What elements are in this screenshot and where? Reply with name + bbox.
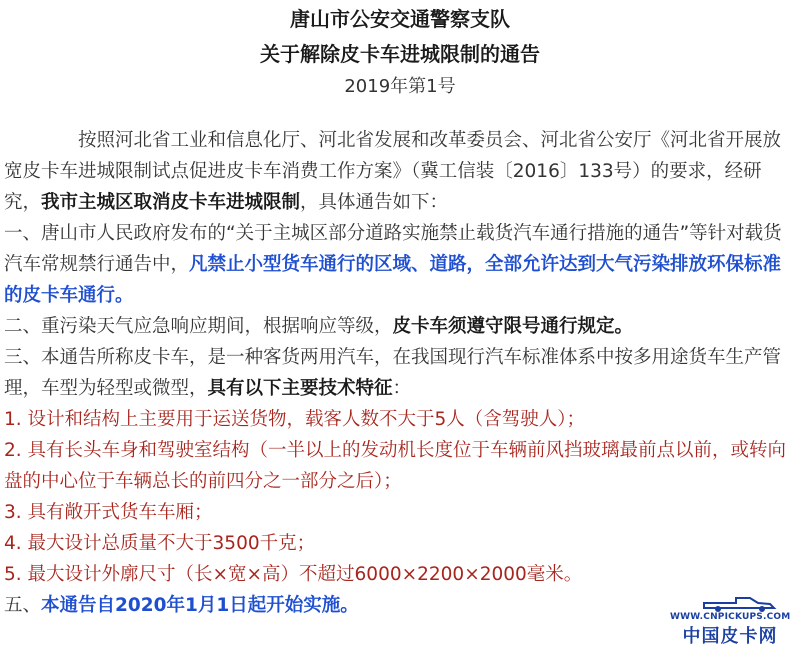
section-1 xyxy=(4,218,794,311)
feature-item-4: 4. 最大设计总质量不大于3500千克； xyxy=(4,533,316,554)
feature-item-2: 2. 具有长头车身和驾驶室结构（一半以上的发动机长度位于车辆前风挡玻璃最前点以前，或转向盘的中心位于车辆总长的前四分之一部分之后）； xyxy=(4,440,787,492)
feature-item-3: 3. 具有敞开式货车车厢； xyxy=(4,502,213,523)
feature-item-1: 1. 设计和结构上主要用于运送货物，载客人数不大于5人（含驾驶人）； xyxy=(4,409,586,430)
section-1-highlight: 凡禁止小型货车通行的区域、道路，全部允许达到大气污染排放环保标准的皮卡车通行。 xyxy=(4,254,782,306)
section-2-text: 二、重污染天气应急响应期间，根据响应等级， xyxy=(4,316,393,337)
feature-item-5: 5. 最大设计外廓尺寸（长×宽×高）不超过6000×2200×2000毫米。 xyxy=(4,564,583,585)
section-2-bold: 皮卡车须遵守限号通行规定。 xyxy=(392,316,634,337)
intro-text: 按照河北省工业和信息化厅、河北省发展和改革委员会、河北省公安厅《河北省开展放宽皮卡车进城限制试点促进皮卡车消费工作方案》（冀工信装〔2016〕133号）的要求，经研究， xyxy=(4,130,782,213)
notice-title: 关于解除皮卡车进城限制的通告 xyxy=(260,42,540,66)
section-1-text: 一、唐山市人民政府发布的“关于主城区部分道路实施禁止载货汽车通行措施的通告”等针对载货汽车常规禁行通告中， xyxy=(4,223,782,275)
notice-body xyxy=(0,125,800,621)
section-3 xyxy=(4,342,794,404)
section-5-highlight: 本通告自2020年1月1日起开始实施。 xyxy=(41,595,359,616)
section-5-text: 五、 xyxy=(4,595,42,616)
section-3-bold: 具有以下主要技术特征 xyxy=(207,378,393,399)
issuer-title: 唐山市公安交通警察支队 xyxy=(290,7,510,31)
section-3-text: 三、本通告所称皮卡车，是一种客货两用汽车，在我国现行汽车标准体系中按多用途货车生产管理，车型为轻型或微型， xyxy=(4,347,782,399)
watermark-name: 中国皮卡网 xyxy=(682,626,778,647)
document-number: 2019年第1号 xyxy=(344,76,456,97)
intro-tail-text: ，具体通告如下： xyxy=(300,192,449,213)
watermark-url: WWW.CNPICKUPS.COM xyxy=(670,612,791,622)
intro-bold-text: 我市主城区取消皮卡车进城限制 xyxy=(41,192,301,213)
intro-paragraph xyxy=(4,125,794,218)
section-3-end: ： xyxy=(392,378,412,399)
pickup-truck-icon xyxy=(700,594,780,614)
section-2 xyxy=(4,311,794,342)
site-watermark xyxy=(670,594,790,648)
